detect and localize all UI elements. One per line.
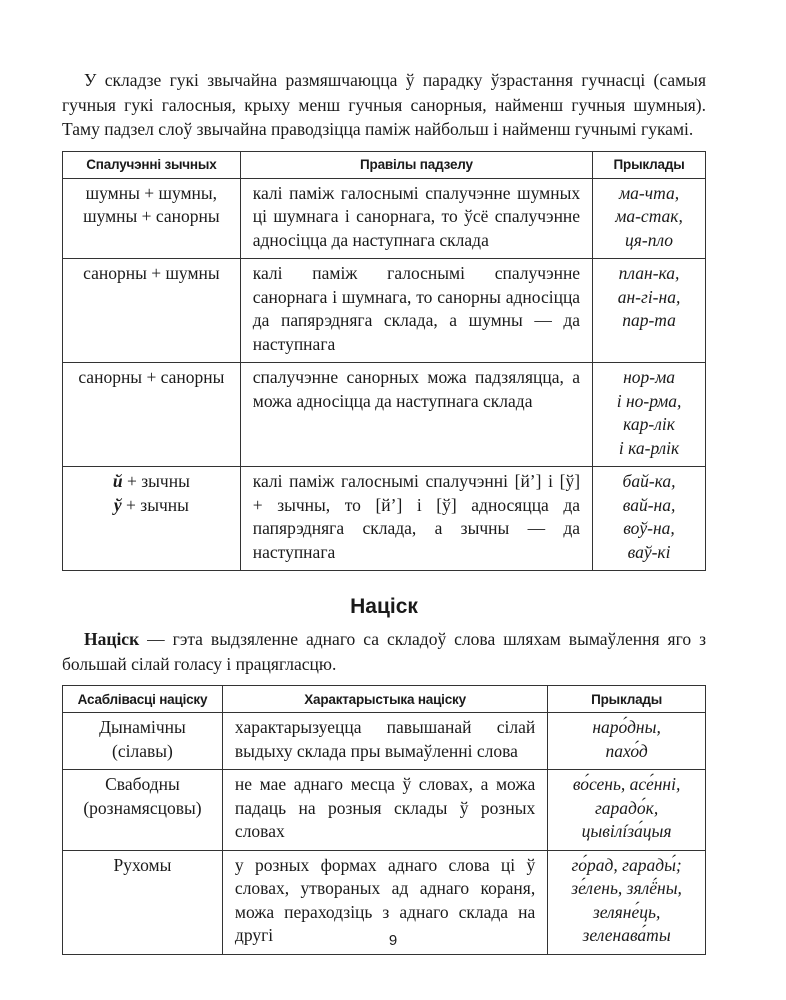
example-word: наро́дны, bbox=[592, 717, 661, 737]
example-word: зеленава́ты bbox=[582, 925, 671, 945]
table-header-row bbox=[63, 151, 706, 178]
glide-letter: ў bbox=[113, 494, 122, 515]
division-rule: спалучэнне санорных можа падзяляцца, а можа адносіцца да наступнага склада bbox=[240, 363, 592, 467]
table-header-row bbox=[63, 686, 706, 713]
example-word: ма-стак, bbox=[615, 206, 683, 226]
examples-cell bbox=[593, 363, 706, 467]
table-row bbox=[63, 467, 706, 571]
examples-cell bbox=[593, 467, 706, 571]
table-row bbox=[63, 259, 706, 363]
example-word: пар-та bbox=[622, 310, 676, 330]
feature-line: Свабодны bbox=[105, 774, 180, 794]
stress-feature bbox=[63, 713, 223, 770]
stress-feature bbox=[63, 770, 223, 851]
example-word: кар-лік bbox=[623, 414, 675, 434]
combination-line: шумны + санорны bbox=[83, 206, 220, 226]
combination-line bbox=[75, 470, 228, 494]
example-word: бай-ка, bbox=[622, 471, 676, 491]
column-header: Правілы падзелу bbox=[240, 151, 592, 178]
page-content bbox=[62, 68, 706, 955]
combination-line: санорны + санорны bbox=[78, 367, 225, 387]
column-header: Прыклады bbox=[593, 151, 706, 178]
combination-line bbox=[75, 494, 228, 518]
table-row bbox=[63, 713, 706, 770]
example-word: воў-на, bbox=[623, 518, 675, 538]
intro-paragraph: У складзе гукі звычайна размяшчаюцца ў парадку ўзрастання гучнасці (самыя гучныя гукі галосныя, крыху менш гучныя санорныя, найменш гучныя шумныя). Таму падзел слоў звычайна праводзіцца паміж найбольш і найменш гучнымі гукамі. bbox=[62, 70, 706, 139]
stress-description: у розных формах аднаго слова ці ў словах, утвораных ад аднаго кораня, можа пераходзіць з аднаго склада на другі bbox=[222, 850, 547, 954]
examples-cell bbox=[548, 770, 706, 851]
feature-line: Дынамічны bbox=[99, 717, 186, 737]
example-word: і ка-рлік bbox=[618, 437, 680, 458]
consonant-combination bbox=[63, 467, 241, 571]
examples-cell bbox=[593, 178, 706, 259]
column-header: Асаблівасці націску bbox=[63, 686, 223, 713]
examples-cell bbox=[548, 713, 706, 770]
example-word: цывілíза́цыя bbox=[581, 821, 672, 841]
combination-rest: + зычны bbox=[121, 494, 189, 515]
examples-cell bbox=[593, 259, 706, 363]
division-rule: калі паміж галоснымі спалучэнні [й’] і [ў] + зычны, то [й’] і [ў] адносяцца да папярэдняга склада, а зычны — да наступнага bbox=[240, 467, 592, 571]
combination-line: шумны + шумны, bbox=[85, 182, 218, 203]
feature-line: Рухомы bbox=[113, 854, 172, 875]
table-row bbox=[63, 363, 706, 467]
syllable-division-table bbox=[62, 151, 706, 572]
definition-text: — гэта выдзяленне аднаго са складоў слова шляхам вымаўлення яго з большай сілай голасу і працягласцю. bbox=[62, 629, 706, 674]
example-word: ваў-кі bbox=[627, 541, 671, 562]
example-word: гарадо́к, bbox=[594, 797, 659, 818]
example-word: і но-рма, bbox=[616, 390, 682, 411]
table-row bbox=[63, 770, 706, 851]
division-rule: калі паміж галоснымі спалучэнне санорнага і шумнага, то санорны адносіцца да папярэдняга склада, а шумны — да наступнага bbox=[240, 259, 592, 363]
example-word: зеляне́ць, bbox=[592, 901, 661, 922]
combination-rest: + зычны bbox=[122, 471, 190, 491]
section-title: Націск bbox=[350, 595, 418, 618]
column-header: Спалучэнні зычных bbox=[63, 151, 241, 178]
definition-paragraph bbox=[62, 627, 706, 676]
example-word: ма-чта, bbox=[619, 182, 680, 203]
stress-features-table bbox=[62, 685, 706, 955]
defined-term: Націск bbox=[84, 629, 140, 649]
feature-line: (рознамясцовы) bbox=[83, 797, 202, 818]
combination-line: санорны + шумны bbox=[83, 263, 220, 283]
example-word: план-ка, bbox=[618, 263, 680, 283]
example-word: го́рад, гарады́; bbox=[571, 854, 682, 875]
stress-description: характарызуецца павышанай сілай выдыху склада пры вымаўленні слова bbox=[222, 713, 547, 770]
page-number: 9 bbox=[388, 932, 398, 949]
consonant-combination bbox=[63, 178, 241, 259]
example-word: вай-на, bbox=[622, 494, 676, 515]
column-header: Прыклады bbox=[548, 686, 706, 713]
table-row bbox=[63, 178, 706, 259]
feature-line: (сілавы) bbox=[112, 740, 173, 761]
column-header: Характарыстыка націску bbox=[222, 686, 547, 713]
glide-letter: й bbox=[112, 471, 123, 491]
example-word: ця-пло bbox=[625, 229, 674, 250]
example-word: пахо́д bbox=[605, 740, 648, 761]
stress-description: не мае аднаго месца ў словах, а можа падаць на розныя склады ў розных словах bbox=[222, 770, 547, 851]
example-word: нор-ма bbox=[623, 367, 675, 387]
division-rule: калі паміж галоснымі спалучэнне шумных ці шумнага і санорнага, то ўсё спалучэнне адносіцца да наступнага склада bbox=[240, 178, 592, 259]
example-word: зе́лень, зялё́ны, bbox=[571, 878, 682, 898]
example-word: во́сень, асе́нні, bbox=[572, 774, 681, 794]
example-word: ан-гі-на, bbox=[617, 286, 681, 307]
consonant-combination bbox=[63, 363, 241, 467]
consonant-combination bbox=[63, 259, 241, 363]
